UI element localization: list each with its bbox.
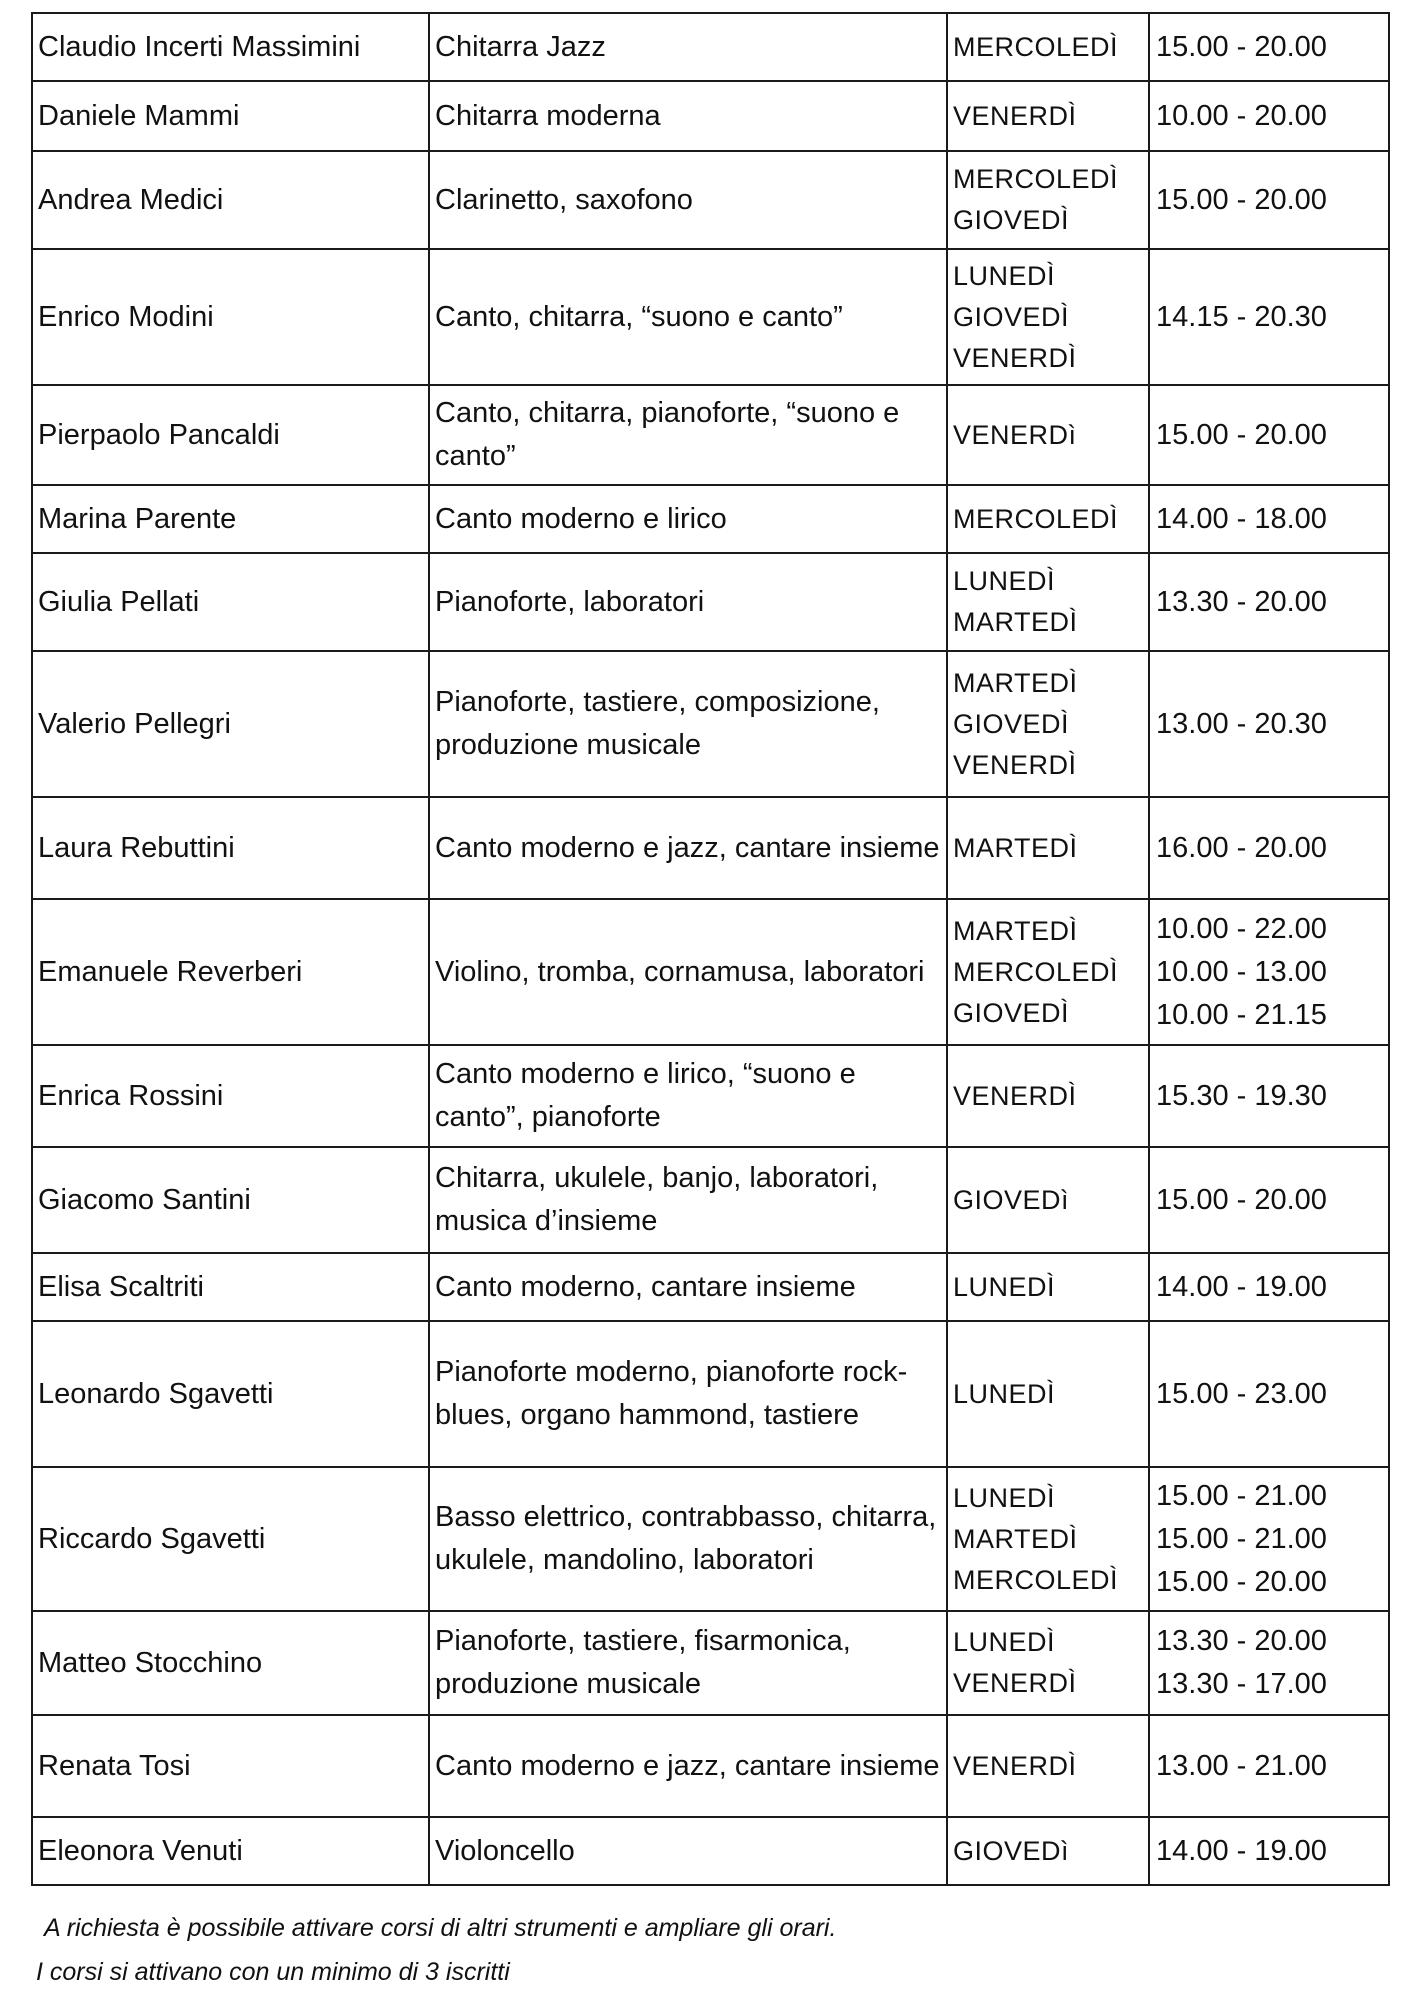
hours-cell bbox=[1149, 1467, 1389, 1611]
hours-range: 10.00 - 22.00 bbox=[1156, 912, 1327, 945]
courses-cell bbox=[429, 13, 947, 81]
day-label: MERCOLEDÌ bbox=[953, 956, 1119, 987]
hours-cell bbox=[1149, 899, 1389, 1045]
teacher-name: Andrea Medici bbox=[38, 183, 224, 216]
teacher-name-cell bbox=[32, 1147, 429, 1253]
teacher-name: Riccardo Sgavetti bbox=[38, 1522, 266, 1555]
day-label: MARTEDÌ bbox=[953, 667, 1078, 698]
days-cell bbox=[947, 1611, 1149, 1715]
courses-text: Pianoforte, tastiere, composizione, produzione musicale bbox=[435, 686, 880, 761]
hours-range: 13.30 - 20.00 bbox=[1156, 1625, 1327, 1657]
teacher-name-cell bbox=[32, 151, 429, 249]
teacher-name-cell bbox=[32, 249, 429, 385]
day-label: MARTEDÌ bbox=[953, 915, 1078, 946]
teacher-name-cell bbox=[32, 1817, 429, 1885]
courses-cell bbox=[429, 1253, 947, 1321]
courses-cell bbox=[429, 1045, 947, 1147]
day-label: MERCOLEDÌ bbox=[953, 31, 1119, 62]
table-row bbox=[32, 1147, 1389, 1253]
teacher-name: Giacomo Santini bbox=[38, 1183, 251, 1216]
teacher-name-cell bbox=[32, 797, 429, 899]
table-row bbox=[32, 485, 1389, 553]
teacher-name: Eleonora Venuti bbox=[38, 1834, 243, 1867]
courses-text: Pianoforte, laboratori bbox=[435, 585, 705, 618]
courses-cell bbox=[429, 1467, 947, 1611]
teacher-name-cell bbox=[32, 1611, 429, 1715]
teacher-name: Giulia Pellati bbox=[38, 585, 200, 618]
note-minimum-enrollment: I corsi si attivano con un minimo di 3 iscritti bbox=[36, 1958, 510, 1986]
table-row bbox=[32, 651, 1389, 797]
teacher-name-cell bbox=[32, 899, 429, 1045]
table-row bbox=[32, 13, 1389, 81]
courses-text: Violoncello bbox=[435, 1834, 575, 1867]
day-label: VENERDÌ bbox=[953, 749, 1077, 780]
hours-range: 10.00 - 13.00 bbox=[1156, 955, 1327, 988]
courses-cell bbox=[429, 81, 947, 151]
table-row bbox=[32, 1253, 1389, 1321]
hours-cell bbox=[1149, 1321, 1389, 1467]
day-label: VENERDì bbox=[953, 419, 1077, 450]
day-label: GIOVEDì bbox=[953, 1184, 1070, 1215]
hours-cell bbox=[1149, 385, 1389, 485]
teacher-name: Valerio Pellegri bbox=[38, 707, 231, 740]
teacher-name-cell bbox=[32, 1045, 429, 1147]
courses-text: Canto moderno e lirico bbox=[435, 502, 727, 535]
hours-cell bbox=[1149, 797, 1389, 899]
courses-text: Canto moderno, cantare insieme bbox=[435, 1270, 856, 1303]
days-cell bbox=[947, 1817, 1149, 1885]
hours-cell bbox=[1149, 1817, 1389, 1885]
courses-cell bbox=[429, 151, 947, 249]
teacher-name: Renata Tosi bbox=[38, 1749, 191, 1782]
courses-text: Violino, tromba, cornamusa, laboratori bbox=[435, 955, 925, 988]
days-cell bbox=[947, 1045, 1149, 1147]
table-row bbox=[32, 249, 1389, 385]
teacher-name-cell bbox=[32, 1321, 429, 1467]
hours-cell bbox=[1149, 651, 1389, 797]
courses-cell bbox=[429, 249, 947, 385]
teacher-name: Claudio Incerti Massimini bbox=[38, 30, 361, 63]
hours-range: 15.00 - 20.00 bbox=[1156, 1183, 1327, 1216]
teacher-name: Laura Rebuttini bbox=[38, 831, 235, 864]
teacher-name-cell bbox=[32, 1715, 429, 1817]
day-label: GIOVEDì bbox=[953, 1835, 1070, 1866]
courses-cell bbox=[429, 1611, 947, 1715]
hours-range: 15.00 - 20.00 bbox=[1156, 418, 1327, 451]
teacher-name: Leonardo Sgavetti bbox=[38, 1377, 274, 1410]
hours-cell bbox=[1149, 1611, 1389, 1715]
note-other-instruments: A richiesta è possibile attivare corsi di altri strumenti e ampliare gli orari. bbox=[44, 1914, 837, 1942]
courses-text: Canto, chitarra, pianoforte, “suono e canto” bbox=[435, 397, 900, 472]
days-cell bbox=[947, 1321, 1149, 1467]
table-row bbox=[32, 1611, 1389, 1715]
table-row bbox=[32, 1715, 1389, 1817]
hours-range: 15.00 - 20.00 bbox=[1156, 1565, 1327, 1598]
courses-cell bbox=[429, 797, 947, 899]
table-row bbox=[32, 1321, 1389, 1467]
hours-range: 14.00 - 18.00 bbox=[1156, 502, 1327, 535]
teacher-name: Emanuele Reverberi bbox=[38, 955, 303, 988]
hours-range: 15.00 - 20.00 bbox=[1156, 183, 1327, 216]
teacher-name: Daniele Mammi bbox=[38, 99, 240, 132]
teacher-schedule-table bbox=[31, 12, 1390, 1886]
courses-cell bbox=[429, 1817, 947, 1885]
day-label: LUNEDÌ bbox=[953, 566, 1056, 596]
day-label: MERCOLEDÌ bbox=[953, 503, 1119, 534]
teacher-name: Pierpaolo Pancaldi bbox=[38, 418, 280, 451]
courses-text: Chitarra, ukulele, banjo, laboratori, musica d’insieme bbox=[435, 1162, 879, 1237]
day-label: LUNEDÌ bbox=[953, 1378, 1056, 1409]
hours-cell bbox=[1149, 13, 1389, 81]
day-label: GIOVEDÌ bbox=[953, 997, 1070, 1028]
table-row bbox=[32, 81, 1389, 151]
day-label: LUNEDÌ bbox=[953, 1271, 1056, 1302]
teacher-name: Matteo Stocchino bbox=[38, 1646, 263, 1679]
courses-text: Basso elettrico, contrabbasso, chitarra, ukulele, mandolino, laboratori bbox=[435, 1501, 937, 1576]
table-row bbox=[32, 1045, 1389, 1147]
hours-range: 14.15 - 20.30 bbox=[1156, 300, 1327, 333]
hours-range: 15.00 - 21.00 bbox=[1156, 1522, 1327, 1555]
schedule-body bbox=[32, 13, 1389, 1885]
hours-range: 13.00 - 21.00 bbox=[1156, 1749, 1327, 1782]
hours-range: 10.00 - 21.15 bbox=[1156, 998, 1327, 1031]
hours-cell bbox=[1149, 151, 1389, 249]
table-row bbox=[32, 385, 1389, 485]
hours-cell bbox=[1149, 81, 1389, 151]
teacher-name: Marina Parente bbox=[38, 502, 237, 535]
day-label: GIOVEDÌ bbox=[953, 301, 1070, 332]
days-cell bbox=[947, 81, 1149, 151]
days-cell bbox=[947, 13, 1149, 81]
courses-cell bbox=[429, 899, 947, 1045]
day-label: VENERDÌ bbox=[953, 100, 1077, 131]
day-label: MARTEDÌ bbox=[953, 832, 1078, 863]
teacher-name-cell bbox=[32, 81, 429, 151]
hours-range: 15.00 - 20.00 bbox=[1156, 30, 1327, 63]
days-cell bbox=[947, 553, 1149, 651]
teacher-name-cell bbox=[32, 651, 429, 797]
courses-text: Chitarra moderna bbox=[435, 99, 661, 132]
hours-range: 13.30 - 17.00 bbox=[1156, 1668, 1327, 1700]
days-cell bbox=[947, 651, 1149, 797]
days-cell bbox=[947, 1467, 1149, 1611]
courses-text: Canto moderno e jazz, cantare insieme bbox=[435, 831, 940, 864]
days-cell bbox=[947, 899, 1149, 1045]
teacher-name: Enrico Modini bbox=[38, 300, 214, 333]
courses-cell bbox=[429, 1715, 947, 1817]
day-label: LUNEDÌ bbox=[953, 1482, 1056, 1513]
courses-cell bbox=[429, 1321, 947, 1467]
table-row bbox=[32, 553, 1389, 651]
days-cell bbox=[947, 1715, 1149, 1817]
hours-range: 14.00 - 19.00 bbox=[1156, 1270, 1327, 1303]
days-cell bbox=[947, 385, 1149, 485]
days-cell bbox=[947, 249, 1149, 385]
teacher-name-cell bbox=[32, 1253, 429, 1321]
hours-cell bbox=[1149, 485, 1389, 553]
courses-text: Chitarra Jazz bbox=[435, 30, 606, 63]
day-label: VENERDÌ bbox=[953, 1750, 1077, 1781]
days-cell bbox=[947, 1253, 1149, 1321]
teacher-name-cell bbox=[32, 1467, 429, 1611]
hours-range: 15.00 - 21.00 bbox=[1156, 1479, 1327, 1512]
day-label: GIOVEDÌ bbox=[953, 205, 1070, 235]
teacher-name: Enrica Rossini bbox=[38, 1079, 224, 1112]
hours-cell bbox=[1149, 1147, 1389, 1253]
day-label: MARTEDÌ bbox=[953, 607, 1078, 637]
hours-range: 15.30 - 19.30 bbox=[1156, 1079, 1327, 1112]
table-row bbox=[32, 797, 1389, 899]
day-label: VENERDÌ bbox=[953, 1668, 1077, 1698]
hours-range: 16.00 - 20.00 bbox=[1156, 831, 1327, 864]
courses-cell bbox=[429, 651, 947, 797]
teacher-name-cell bbox=[32, 553, 429, 651]
table-row bbox=[32, 1817, 1389, 1885]
courses-text: Pianoforte, tastiere, fisarmonica, produzione musicale bbox=[435, 1625, 851, 1700]
teacher-name-cell bbox=[32, 485, 429, 553]
day-label: LUNEDÌ bbox=[953, 1627, 1056, 1657]
day-label: VENERDÌ bbox=[953, 1080, 1077, 1111]
courses-text: Pianoforte moderno, pianoforte rock-blues, organo hammond, tastiere bbox=[435, 1356, 908, 1431]
hours-cell bbox=[1149, 1253, 1389, 1321]
courses-text: Clarinetto, saxofono bbox=[435, 183, 693, 216]
courses-text: Canto, chitarra, “suono e canto” bbox=[435, 300, 843, 333]
courses-cell bbox=[429, 385, 947, 485]
table-row bbox=[32, 899, 1389, 1045]
hours-range: 13.00 - 20.30 bbox=[1156, 707, 1327, 740]
courses-cell bbox=[429, 1147, 947, 1253]
hours-cell bbox=[1149, 1715, 1389, 1817]
day-label: MERCOLEDÌ bbox=[953, 164, 1119, 194]
courses-text: Canto moderno e lirico, “suono e canto”, pianoforte bbox=[435, 1058, 856, 1133]
days-cell bbox=[947, 797, 1149, 899]
day-label: MERCOLEDÌ bbox=[953, 1564, 1119, 1595]
hours-range: 13.30 - 20.00 bbox=[1156, 585, 1327, 618]
day-label: VENERDÌ bbox=[953, 342, 1077, 373]
day-label: GIOVEDÌ bbox=[953, 708, 1070, 739]
day-label: MARTEDÌ bbox=[953, 1523, 1078, 1554]
hours-cell bbox=[1149, 1045, 1389, 1147]
hours-range: 10.00 - 20.00 bbox=[1156, 99, 1327, 132]
days-cell bbox=[947, 1147, 1149, 1253]
table-row bbox=[32, 1467, 1389, 1611]
teacher-name-cell bbox=[32, 385, 429, 485]
courses-cell bbox=[429, 485, 947, 553]
table-row bbox=[32, 151, 1389, 249]
courses-cell bbox=[429, 553, 947, 651]
hours-cell bbox=[1149, 249, 1389, 385]
teacher-name: Elisa Scaltriti bbox=[38, 1270, 204, 1303]
courses-text: Canto moderno e jazz, cantare insieme bbox=[435, 1749, 940, 1782]
days-cell bbox=[947, 151, 1149, 249]
hours-range: 15.00 - 23.00 bbox=[1156, 1377, 1327, 1410]
day-label: LUNEDÌ bbox=[953, 260, 1056, 291]
teacher-name-cell bbox=[32, 13, 429, 81]
hours-range: 14.00 - 19.00 bbox=[1156, 1834, 1327, 1867]
days-cell bbox=[947, 485, 1149, 553]
hours-cell bbox=[1149, 553, 1389, 651]
